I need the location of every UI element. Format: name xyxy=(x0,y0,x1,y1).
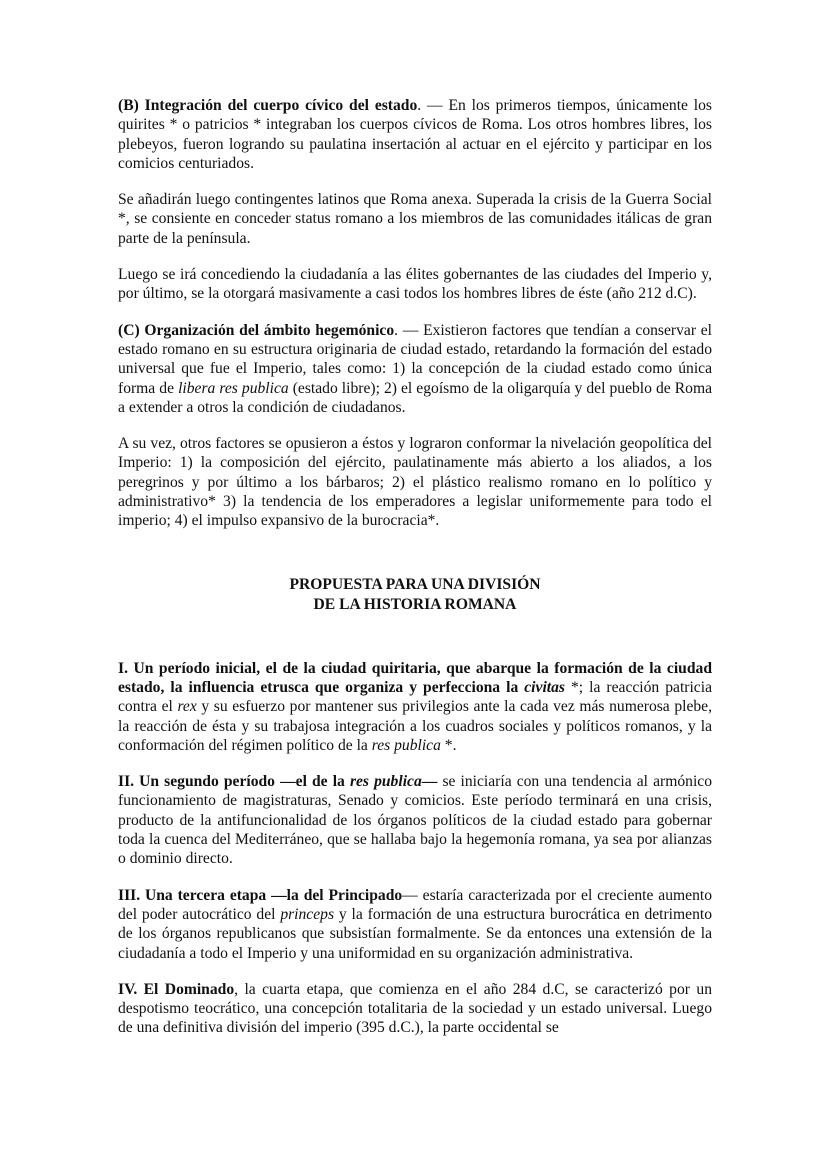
section-b-heading: (B) Integración del cuerpo cívico del estado xyxy=(118,97,418,114)
period-iii-paragraph xyxy=(118,886,712,963)
section-c-text-b: (estado libre); 2) el egoísmo de la oligarquía y del pueblo de Roma a extender a otros la condición de ciudadanos. xyxy=(118,379,712,416)
period-iii-italic: princeps xyxy=(280,905,335,923)
period-ii-heading-dash: — xyxy=(421,773,438,791)
period-i-text-b: y su esfuerzo por mantener sus privilegios ante la cada vez más numerosa plebe, la reacción de ésta y su trabajosa integración a los cuadros sociales y políticos romanos, y la conformación del régimen político de la xyxy=(118,698,712,754)
title-line-1: PROPUESTA PARA UNA DIVISIÓN xyxy=(289,575,541,593)
document-page xyxy=(118,96,712,1038)
period-i-text-c: *. xyxy=(440,736,457,754)
section-c-italic: libera res publica xyxy=(178,379,289,397)
section-b-text: . — En los primeros tiempos, únicamente los quirites * o patricios * integraban los cuerpos cívicos de Roma. Los otros hombres libres, los plebeyos, fueron logrando su paulatina insertación al actuar en el ejército y participar en los comicios centuriados. xyxy=(118,97,712,172)
section-b-paragraph-2: Se añadirán luego contingentes latinos que Roma anexa. Superada la crisis de la Guerra Social *, se consiente en conceder status romano a los miembros de las comunidades itálicas de gran parte de la península. xyxy=(118,191,712,247)
period-iii-text-b: y la formación de una estructura burocrática en detrimento de los órganos republicanos que subsistían formalmente. Se da entonces una extensión de la ciudadanía a todo el Imperio y una uniformidad en su organización administrativa. xyxy=(118,905,712,962)
section-b-paragraph-1 xyxy=(118,96,712,173)
period-iv-text: , la cuarta etapa, que comienza en el año 284 d.C, se caracterizó por un despotismo teocrático, una concepción totalitaria de la sociedad y un estado universal. Luego de una definitiva división del imperio (395 d.C.), la parte occidental se xyxy=(118,980,712,1037)
period-ii-paragraph xyxy=(118,772,712,868)
period-iii-heading: III. Una tercera etapa —la del Principado xyxy=(118,886,403,904)
section-b-paragraph-3: Luego se irá concediendo la ciudadanía a las élites gobernantes de las ciudades del Imperio y, por último, se la otorgará masivamente a casi todos los hombres libres de éste (año 212 d.C). xyxy=(118,266,712,303)
period-i-italic-a: rex xyxy=(177,698,197,716)
period-ii-heading-italic: res publica xyxy=(349,773,422,791)
period-iv-paragraph xyxy=(118,980,712,1038)
period-i-italic-b: res publica xyxy=(371,736,441,754)
page-title xyxy=(118,575,712,615)
period-ii-heading: II. Un segundo período —el de la xyxy=(118,773,350,791)
section-c-paragraph-1 xyxy=(118,321,712,417)
period-iv-heading: IV. El Dominado xyxy=(118,980,235,998)
period-i-heading: I. Un período inicial, el de la ciudad quiritaria, que abarque la formación de la ciudad estado, la influencia etrusca que organiza y perfecciona la xyxy=(118,659,712,696)
period-ii-text: se iniciaría con una tendencia al armónico funcionamiento de magistraturas, Senado y comicios. Este período terminará en una crisis, producto de la antifuncionalidad de los órganos políticos de la ciudad estado para gobernar toda la cuenca del Mediterráneo, que se hallaba bajo la hegemonía romana, ya sea por alianzas o dominio directo. xyxy=(118,773,713,868)
title-line-2: DE LA HISTORIA ROMANA xyxy=(313,595,517,613)
period-i-text-a: *; la reacción patricia contra el xyxy=(118,678,712,716)
period-iii-text-a: — estaría caracterizada por el creciente aumento del poder autocrático del xyxy=(118,886,713,923)
period-i-heading-italic: civitas xyxy=(524,678,565,696)
period-i-paragraph xyxy=(118,659,712,755)
section-c-heading: (C) Organización del ámbito hegemónico xyxy=(118,321,395,339)
section-c-paragraph-2: A su vez, otros factores se opusieron a éstos y lograron conformar la nivelación geopolítica del Imperio: 1) la composición del ejército, paulatinamente más abierto a los aliados, a los peregrinos y por último a los bárbaros; 2) el plástico realismo romano en lo político y administrativo* 3) la tendencia de los emperadores a legislar uniformemente para todo el imperio; 4) el impulso expansivo de la burocracia*. xyxy=(118,435,712,530)
section-c-text-a: . — Existieron factores que tendían a conservar el estado romano en su estructura originaria de ciudad estado, retardando la formación del estado universal que fue el Imperio, tales como: 1) la concepción de la ciudad estado como única forma de xyxy=(118,321,712,397)
